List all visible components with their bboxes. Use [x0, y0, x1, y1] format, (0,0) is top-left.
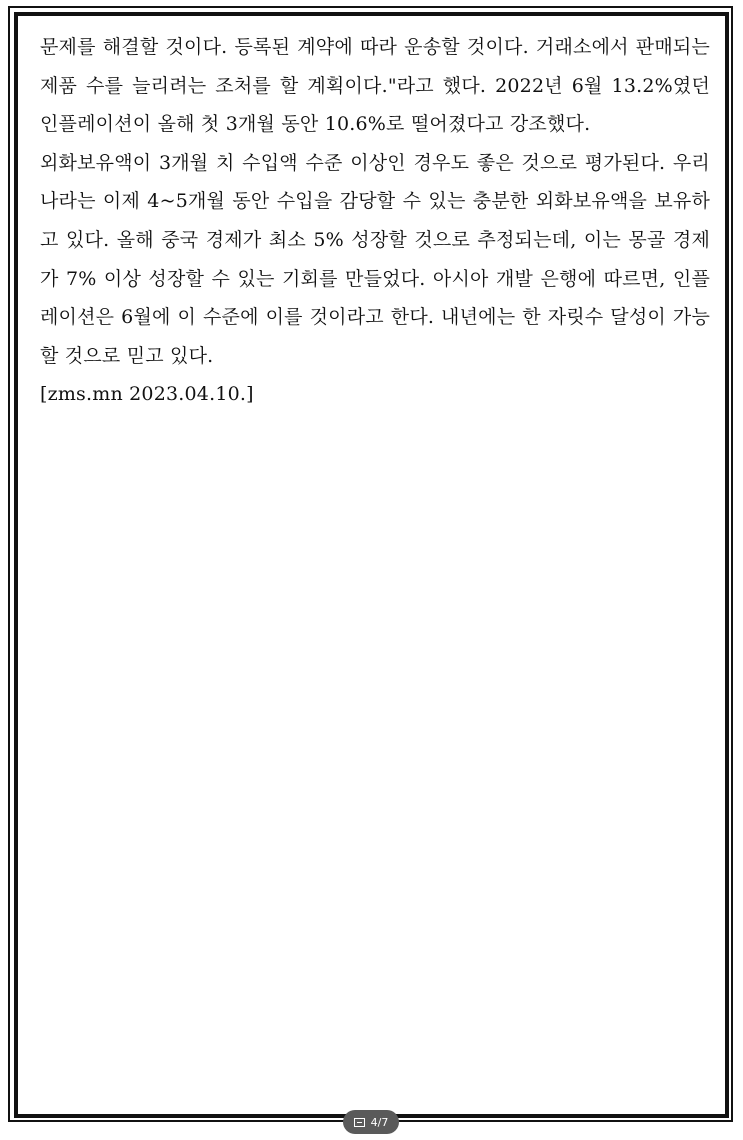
- document-body: [40, 28, 710, 414]
- source-citation: [zms.mn 2023.04.10.]: [40, 383, 254, 406]
- page-indicator[interactable]: [343, 1110, 399, 1134]
- page-number-label: 4/7: [370, 1115, 389, 1129]
- paragraph-1: 문제를 해결할 것이다. 등록된 계약에 따라 운송할 것이다. 거래소에서 판매되는 제품 수를 늘리려는 조처를 할 계획이다."라고 했다. 2022년 6월 13.2%였던 인플레이션이 올해 첫 3개월 동안 10.6%로 떨어졌다고 강조했다.: [40, 36, 710, 136]
- paragraph-2: 외화보유액이 3개월 치 수입액 수준 이상인 경우도 좋은 것으로 평가된다. 우리나라는 이제 4~5개월 동안 수입을 감당할 수 있는 충분한 외화보유액을 보유하고 있다. 올해 중국 경제가 최소 5% 성장할 것으로 추정되는데, 이는 몽골 경제가 7% 이상 성장할 수 있는 기회를 만들었다. 아시아 개발 은행에 따르면, 인플레이션은 6월에 이 수준에 이를 것이라고 한다. 내년에는 한 자릿수 달성이 가능할 것으로 믿고 있다.: [40, 151, 710, 367]
- page-icon: [354, 1118, 365, 1127]
